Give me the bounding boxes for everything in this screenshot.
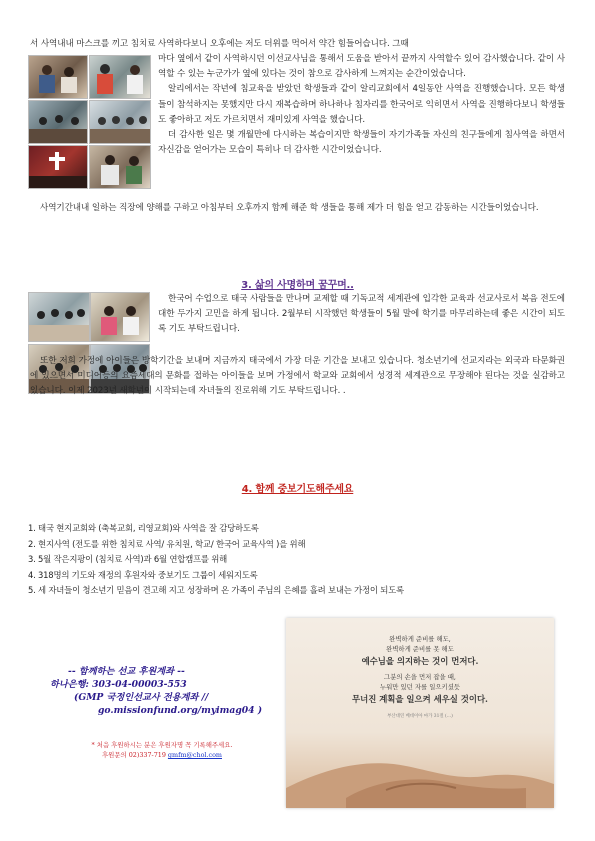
support-url: go.missionfund.org/myimag04 ) [98,705,263,716]
verse-source: 부산대연 베데이아 마가 31절 (…) [387,714,453,719]
photo-acupuncture-2 [89,55,151,99]
section4-heading: 4. 함께 중보기도해주세요 [241,484,354,495]
prayer-item: 1. 태국 현지교회와 (축복교회, 리영교회)와 사역을 잘 감당하도록 [28,523,259,533]
support-phone: 후원문의 02)337-719 [101,751,168,759]
section3-para-1: 한국어 수업으로 태국 사람들을 만나며 교제할 때 기독교적 세계관에 입각한 교육과 선교사로서 복음 전도에 대한 두가지 고민을 하게 됩니다. 2월부터 시작했던 학생들이 5월 말에 학기를 마무리하는데 좋은 시간이 되도록 기도 부탁드립니다. [158,294,565,335]
support-org: (GMP 국정인선교사 전용계좌 // [74,692,209,703]
prayer-list [28,521,573,599]
verse-card [286,618,554,808]
prayer-item: 2. 현지사역 (전도를 위한 침치료 사역/ 유치원, 학교/ 한국어 교육사역 )을 위해 [28,538,306,549]
verse-line-3: 예수님을 의지하는 것이 먼저다. [361,656,479,666]
ministry-photo-collage [28,55,150,187]
support-note [52,740,272,760]
photo-korean-class-1 [28,292,90,342]
support-block [48,665,288,717]
photo-acupuncture-1 [28,55,88,99]
section2-para-2: 알리에서는 작년에 침교육을 받았던 학생들과 같이 알리교회에서 4일동안 사역을 진행했습니다. 모든 학생들이 참석하지는 못했지만 다시 재복습하며 하나하나 침자리를 한국어로 익히면서 사역을 진행하다보니 학생들도 좋아하고 저도 가르치면서 재미있게 사역을 했습니다. [158,84,565,125]
section3-heading: 3. 삶의 사명하며 꿈꾸며.. [241,280,354,291]
verse-line-1: 완벽하게 준비를 해도, [389,635,451,643]
prayer-item: 3. 5월 작은지팡이 (침치료 사역)과 6월 연합캠프를 위해 [28,554,228,565]
support-title: -- 함께하는 선교 후원계좌 -- [68,666,185,677]
section2-para-4: 사역기간내내 일하는 직장에 양해를 구하고 아침부터 오후까지 함께 해준 학 생들을 통해 제가 더 힘을 얻고 감동하는 시간들이었습니다. [40,203,539,213]
verse-line-6: 무너진 계획을 일으켜 세우실 것이다. [352,694,488,704]
prayer-item: 4. 318명의 기도와 재정의 후원자와 중보기도 그룹이 세워지도록 [28,569,258,580]
photo-class-1 [28,100,88,144]
section2-para-3: 더 감사한 일은 몇 개월만에 다시하는 복습이지만 학생들이 자기가족들 자신의 친구들에게 침사역을 하면서 자신감을 얻어가는 모습이 특히나 더 감사한 시간이었습니다. [158,130,565,156]
verse-line-2: 완벽하게 준비를 못 해도 [386,645,454,653]
photo-korean-class-2 [90,292,150,342]
photo-acupuncture-3 [89,145,151,189]
support-note-line1: * 처음 후원하시는 분은 후원자명 꼭 기록해주세요. [91,741,233,749]
hands-illustration [286,718,554,808]
support-account: 하나은행: 303-04-00003-553 [50,679,187,690]
verse-line-4: 그분의 손을 먼저 잡을 때, [384,673,456,681]
photo-class-2 [89,100,151,144]
support-email-link[interactable]: gmfm@chol.com [167,751,222,759]
section2-para-1: 마다 옆에서 같이 사역하시던 이선교사님을 통해서 도움을 받아서 끝까지 사역할수 있어 감사했습니다. 같이 사역할 수 있는 누군가가 옆에 있다는 것이 참으로 감사하게 느껴지는 순간이었습니다. [158,54,565,80]
photo-church [28,145,88,189]
section3-para-2: 또한 저희 가정에 아이들은 방학기간을 보내며 지금까지 태국에서 가장 더운 기간을 보내고 있습니다. 청소년기에 선교지라는 외국과 타문화권에 있으면서 미디어등의 요즘세대의 문화를 접하는 아이들을 보며 가정에서 학교와 교회에서 성경적 세계관으로 무장해야 된다는 것을 실감하고 있습니다. 이제 2023년 새학년이 시작되는데 자녀들의 진로위해 기도 부탁드립니다. . [30,356,565,397]
prayer-item: 5. 세 자녀들이 청소년기 믿음이 견고해 지고 성장하며 온 가족이 주님의 은혜를 흘려 보내는 가정이 되도록 [28,585,404,596]
section2-intro: 서 사역내내 마스크를 끼고 침치료 사역하다보니 오후에는 저도 더위를 먹어서 약간 힘들어습니다. 그때 [30,39,409,49]
verse-line-5: 누워만 있던 자를 일으키셨듯 [379,683,461,691]
